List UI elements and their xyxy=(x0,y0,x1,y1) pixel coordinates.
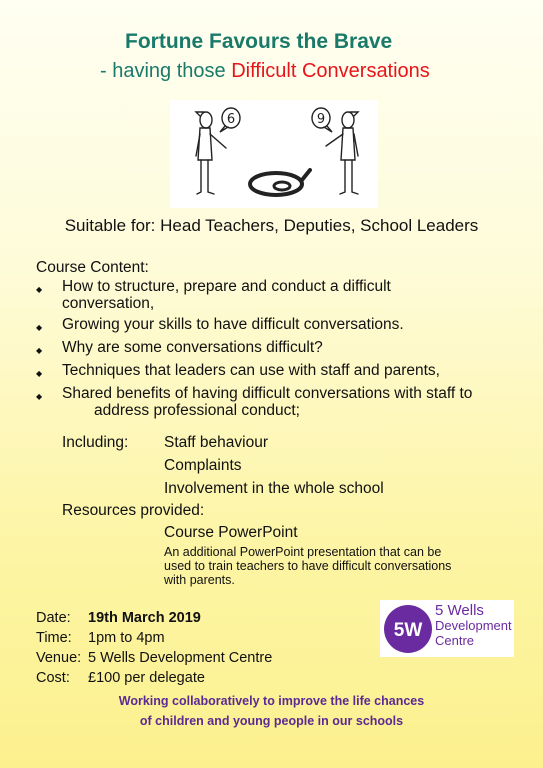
diamond-bullet-icon: ◆ xyxy=(36,392,43,401)
logo-mark-text: 5W xyxy=(393,620,423,641)
list-item xyxy=(36,385,516,419)
list-item-text: Growing your skills to have difficult conversations. xyxy=(62,316,404,333)
list-item xyxy=(36,316,516,333)
footer-line: Working collaboratively to improve the life chances xyxy=(118,694,425,708)
subtitle-highlight: Difficult Conversations xyxy=(231,60,430,82)
event-venue-label: Venue: xyxy=(36,650,82,666)
list-item xyxy=(36,339,516,356)
logo-line: 5 Wells xyxy=(435,602,484,619)
including-item: Involvement in the whole school xyxy=(164,480,384,497)
resource-item-line: An additional PowerPoint presentation that can be xyxy=(164,545,442,559)
event-venue-value: 5 Wells Development Centre xyxy=(88,650,273,666)
event-date-value: 19th March 2019 xyxy=(88,610,201,626)
diamond-bullet-icon: ◆ xyxy=(36,369,43,378)
resource-item-line: with parents. xyxy=(164,573,235,587)
event-cost-value: £100 per delegate xyxy=(88,670,205,686)
including-label: Including: xyxy=(62,434,129,451)
left-bubble-digit: 6 xyxy=(226,112,236,127)
two-people-debate-icon xyxy=(170,100,378,208)
page-title: Fortune Favours the Brave xyxy=(125,30,393,53)
event-time-label: Time: xyxy=(36,630,72,646)
subtitle-prefix: - having those xyxy=(100,60,232,82)
diamond-bullet-icon: ◆ xyxy=(36,323,43,332)
footer-line: of children and young people in our schools xyxy=(139,714,404,728)
list-item-text: conversation, xyxy=(62,295,155,312)
resource-item xyxy=(164,545,451,587)
event-venue xyxy=(36,650,272,666)
resource-item: Course PowerPoint xyxy=(164,524,298,541)
five-wells-logo xyxy=(380,600,514,657)
event-time-value: 1pm to 4pm xyxy=(88,630,165,646)
diamond-bullet-icon: ◆ xyxy=(36,346,43,355)
list-item xyxy=(36,278,516,312)
including-item: Complaints xyxy=(164,457,242,474)
logo-line: Centre xyxy=(435,633,475,648)
diamond-bullet-icon: ◆ xyxy=(36,285,43,294)
page-subtitle xyxy=(100,60,430,83)
event-date-label: Date: xyxy=(36,610,71,626)
event-date xyxy=(36,610,201,626)
course-content-list xyxy=(36,278,516,423)
logo-text xyxy=(435,603,512,648)
list-item-text: Techniques that leaders can use with staff and parents, xyxy=(62,362,440,379)
event-cost xyxy=(36,670,205,686)
list-item xyxy=(36,362,516,379)
event-cost-label: Cost: xyxy=(36,670,70,686)
list-item-text: Why are some conversations difficult? xyxy=(62,339,323,356)
five-wells-logo-mark-icon xyxy=(382,603,434,655)
including-item: Staff behaviour xyxy=(164,434,268,451)
logo-line: Development xyxy=(435,618,512,633)
list-item-text: address professional conduct; xyxy=(94,402,300,419)
illustration xyxy=(170,100,378,208)
list-item-text: How to structure, prepare and conduct a difficult xyxy=(62,278,391,295)
audience-line: Suitable for: Head Teachers, Deputies, School Leaders xyxy=(64,216,479,235)
resource-item-line: used to train teachers to have difficult conversations xyxy=(164,559,452,573)
resources-label: Resources provided: xyxy=(62,502,205,519)
list-item-text: Shared benefits of having difficult conversations with staff to xyxy=(62,385,473,402)
right-bubble-digit: 9 xyxy=(316,112,326,127)
event-time xyxy=(36,630,165,646)
course-content-heading: Course Content: xyxy=(36,259,149,276)
